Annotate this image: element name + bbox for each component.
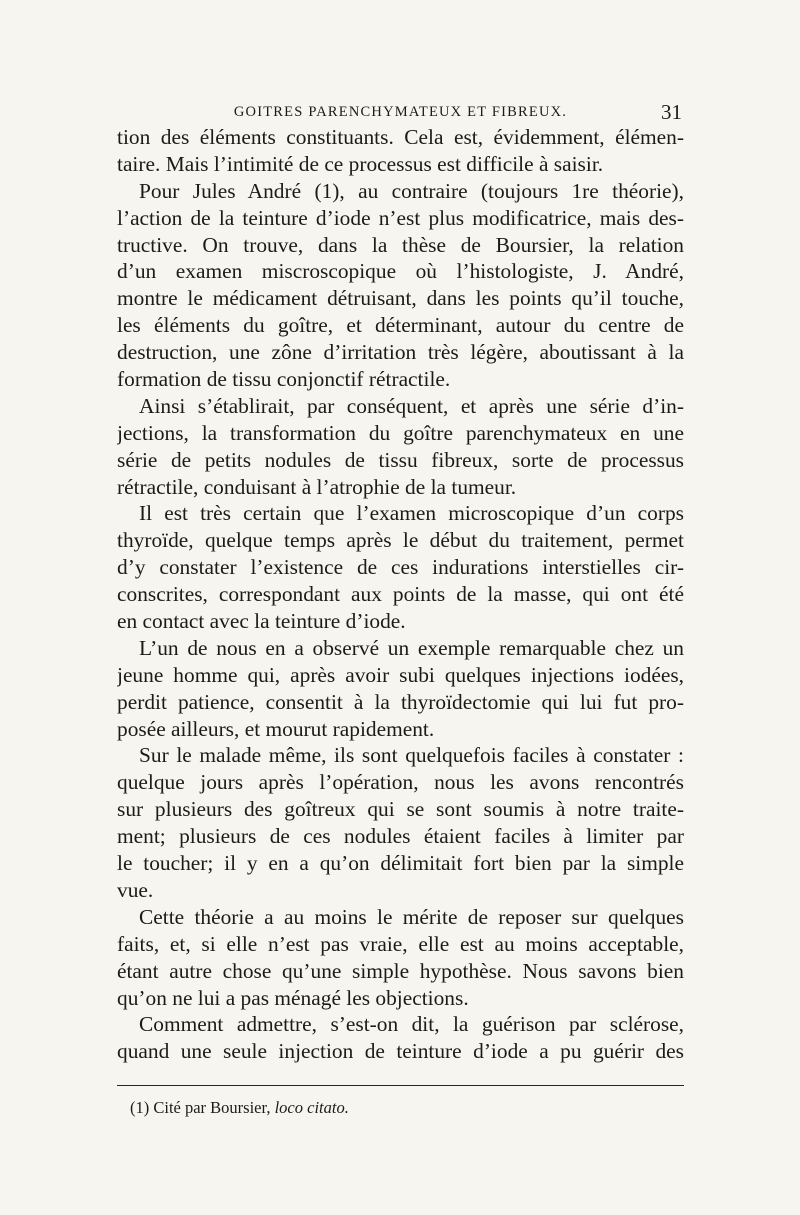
text-line: jections, la transformation du goître parenchymateux en une: [117, 420, 684, 445]
text-line: tion des éléments constituants. Cela est, évidemment, élémen-: [117, 125, 684, 149]
text-line: destruction, une zône d’irritation très légère, aboutissant à la: [117, 340, 684, 365]
text-line: quelque jours après l’opération, nous les avons rencontrés: [117, 770, 684, 795]
footnote-divider: [117, 1085, 684, 1086]
running-head: [117, 100, 684, 124]
text-line: Ainsi s’établirait, par conséquent, et après une série d’in-: [139, 393, 684, 418]
text-line: formation de tissu conjonctif rétractile.: [117, 367, 451, 392]
text-line: vue.: [117, 877, 154, 902]
text-line: taire. Mais l’intimité de ce processus est difficile à saisir.: [117, 151, 604, 176]
footnote-citation: loco citato.: [274, 1098, 349, 1117]
text-line: thyroïde, quelque temps après le début du traitement, permet: [117, 528, 684, 553]
text-line: faits, et, si elle n’est pas vraie, elle est au moins acceptable,: [117, 931, 684, 956]
text-line: perdit patience, consentit à la thyroïdectomie qui lui fut pro-: [117, 689, 684, 714]
text-line: les éléments du goître, et déterminant, autour du centre de: [117, 313, 684, 338]
text-line: conscrites, correspondant aux points de la masse, qui ont été: [117, 582, 684, 607]
text-line: tructive. On trouve, dans la thèse de Boursier, la relation: [117, 232, 684, 257]
text-line: rétractile, conduisant à l’atrophie de la tumeur.: [117, 474, 517, 499]
text-line: d’un examen miscroscopique où l’histologiste, J. André,: [117, 259, 684, 284]
text-line: qu’on ne lui a pas ménagé les objections.: [117, 985, 469, 1010]
text-line: sur plusieurs des goîtreux qui se sont soumis à notre traite-: [117, 797, 684, 822]
page-number: 31: [661, 100, 682, 124]
text-line: Il est très certain que l’examen microscopique d’un corps: [139, 501, 684, 526]
text-line: Cette théorie a au moins le mérite de reposer sur quelques: [139, 904, 684, 929]
text-line: Sur le malade même, ils sont quelquefois faciles à constater :: [139, 743, 684, 768]
text-line: d’y constater l’existence de ces indurations interstielles cir-: [117, 555, 684, 580]
text-line: série de petits nodules de tissu fibreux, sorte de processus: [117, 447, 684, 472]
text-line: étant autre chose qu’une simple hypothèse. Nous savons bien: [117, 958, 684, 983]
text-line: l’action de la teinture d’iode n’est plus modificatrice, mais des-: [117, 205, 684, 230]
running-title: GOITRES PARENCHYMATEUX ET FIBREUX.: [233, 104, 568, 120]
text-line: jeune homme qui, après avoir subi quelques injections iodées,: [117, 662, 684, 687]
text-line: L’un de nous en a observé un exemple remarquable chez un: [139, 635, 684, 660]
text-line: le toucher; il y en a qu’on délimitait fort bien par la simple: [117, 851, 684, 876]
text-line: quand une seule injection de teinture d’iode a pu guérir des: [117, 1039, 684, 1064]
text-line: ment; plusieurs de ces nodules étaient faciles à limiter par: [117, 824, 684, 849]
footnote-text: (1) Cité par Boursier,: [130, 1098, 275, 1117]
text-line: posée ailleurs, et mourut rapidement.: [117, 716, 435, 741]
text-line: en contact avec la teinture d’iode.: [117, 609, 406, 634]
footnote: [130, 1098, 349, 1118]
text-line: Pour Jules André (1), au contraire (toujours 1re théorie),: [139, 178, 684, 203]
text-line: montre le médicament détruisant, dans les points qu’il touche,: [117, 286, 684, 311]
text-line: Comment admettre, s’est-on dit, la guérison par sclérose,: [139, 1012, 684, 1037]
body-text: [117, 124, 684, 1065]
